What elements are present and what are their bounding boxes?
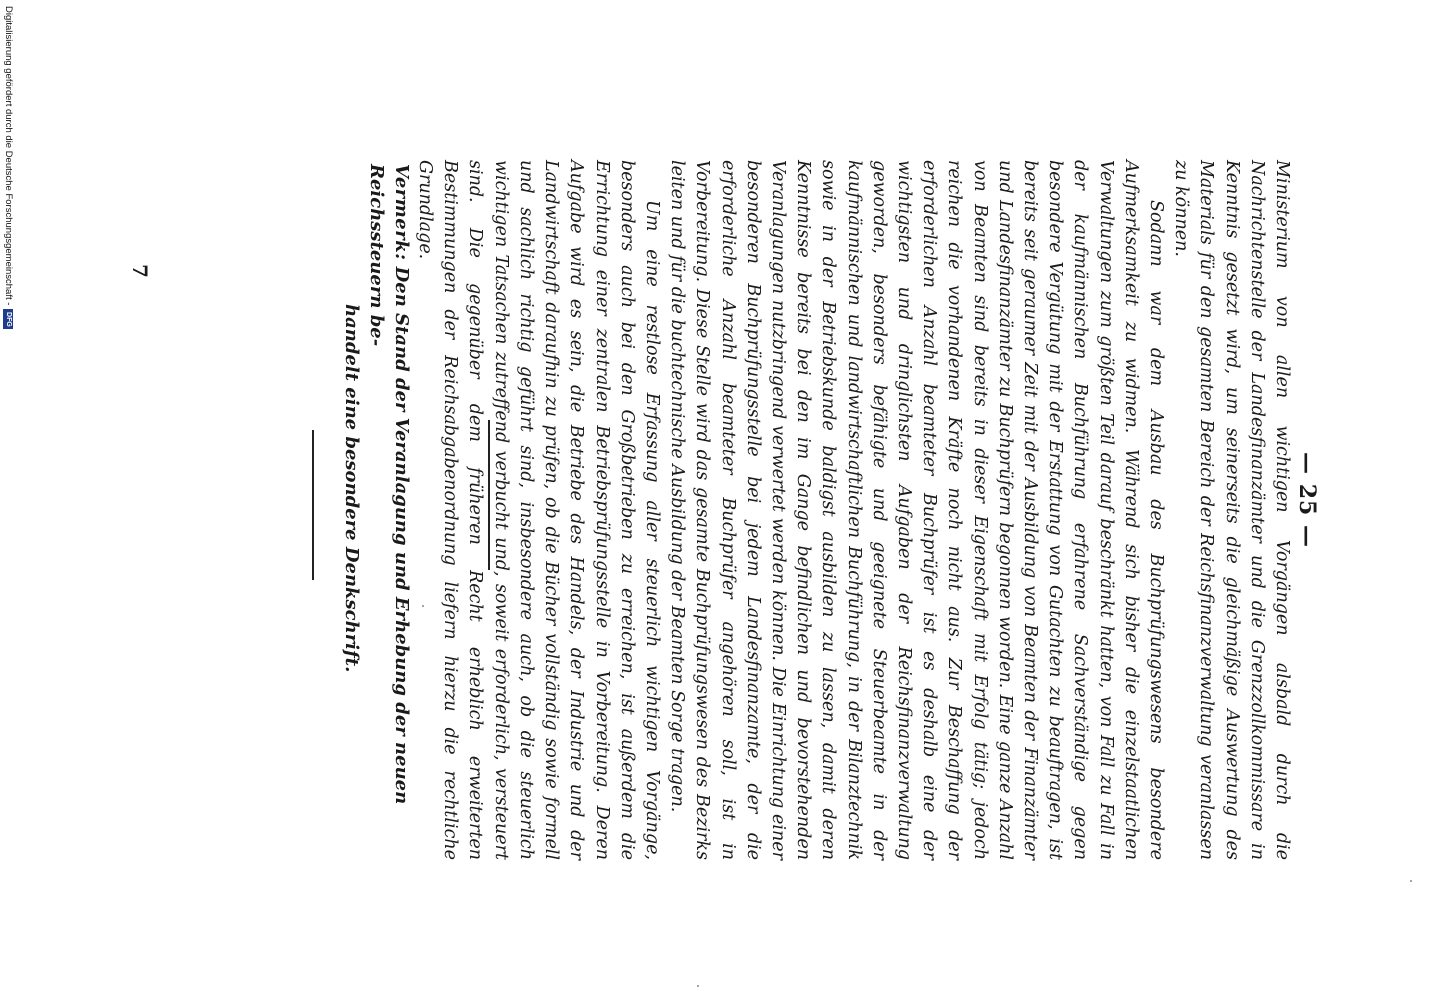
digitization-credit xyxy=(3,6,14,329)
paragraph-3: Um eine restlose Erfassung aller steuerlich wichtigen Vorgänge, besonders auch bei den Großbetrieben zu erreichen, ist außerdem die Errichtung einer zentralen Betriebsprüfungsstelle in Vorbereitung. Deren Aufgabe wird es sein, die Betriebe des Handels, der Industrie und der Landwirtschaft daraufhin zu prüfen, ob die Bücher vollständig sowie formell und sachlich richtig geführt sind, insbesondere auch, ob die steuerlich wichtigen Tatsachen zutreffend verbucht und, soweit erforderlich, versteuert sind. Die gegenüber dem früheren Recht erheblich erweiterten Bestimmungen der Reichsabgabenordnung liefern hierzu die rechtliche Grundlage. xyxy=(415,160,662,860)
dfg-logo-icon: DFG xyxy=(4,309,14,329)
section-divider xyxy=(488,420,490,570)
credit-text: Digitalisierung gefördert durch die Deutsche Forschungsgemeinschaft - xyxy=(3,6,14,306)
sheet-marker: 7 xyxy=(128,264,152,278)
remark-line-2: handelt eine besondere Denkschrift. xyxy=(341,304,362,673)
scan-speck xyxy=(422,605,424,607)
scan-speck xyxy=(1410,880,1412,882)
remark-note xyxy=(339,164,414,864)
remark-first-line xyxy=(364,164,414,864)
paragraph-1: Ministerium von allen wichtigen Vorgängen alsbald durch die Nachrichtenstelle der Landesfinanzämter und die Grenzzollkommissare in Kenntnis gesetzt wird, um seinerseits die gleichmäßige Auswertung des Materials für den gesamten Bereich der Reichsfinanzverwaltung veranlassen zu können. xyxy=(1171,160,1292,860)
remark-label: Vermerk: xyxy=(391,164,412,261)
scan-speck xyxy=(697,985,699,987)
body-text xyxy=(412,160,1294,860)
closing-divider xyxy=(312,430,314,580)
paragraph-2: Sodann war dem Ausbau des Buchprüfungswesens besondere Aufmerksamkeit zu widmen. Während sich bisher die einzelstaatlichen Verwaltungen zum größten Teil darauf beschränkt hatten, von Fall zu Fall in der kaufmännischen Buchführung erfahrene Sachverständige gegen besondere Vergütung mit der Erstattung von Gutachten zu beauftragen, ist bereits seit geraumer Zeit mit der Ausbildung von Beamten der Finanzämter und Landesfinanzämter zu Buchprüfern begonnen worden. Eine ganze Anzahl von Beamten sind bereits in dieser Eigenschaft mit Erfolg tätig; jedoch reichen die vorhandenen Kräfte noch nicht aus. Zur Beschaffung der erforderlichen Anzahl beamteter Buchprüfer ist es deshalb eine der wichtigsten und dringlichsten Aufgaben der Reichsfinanzverwaltung geworden, besonders befähigte und geeignete Steuerbeamte in der kaufmännischen und landwirtschaftlichen Buchführung, in der Bilanztechnik sowie in der Betriebskunde baldigst ausbilden zu lassen, damit deren Kenntnisse bereits bei den im Gange befindlichen und bevorstehenden Veranlagungen nutzbringend verwertet werden können. Die Einrichtung einer besonderen Buchprüfungsstelle bei jedem Landesfinanzamte, der die erforderliche Anzahl beamteter Buchprüfer angehören soll, ist in Vorbereitung. Diese Stelle wird das gesamte Buchprüfungswesen des Bezirks leiten und für die buchtechnische Ausbildung der Beamten Sorge tragen. xyxy=(667,160,1166,860)
remark-line-1: Den Stand der Veranlagung und Erhebung der neuen Reichssteuern be- xyxy=(366,164,412,805)
page-number: — 25 — xyxy=(1294,452,1320,548)
